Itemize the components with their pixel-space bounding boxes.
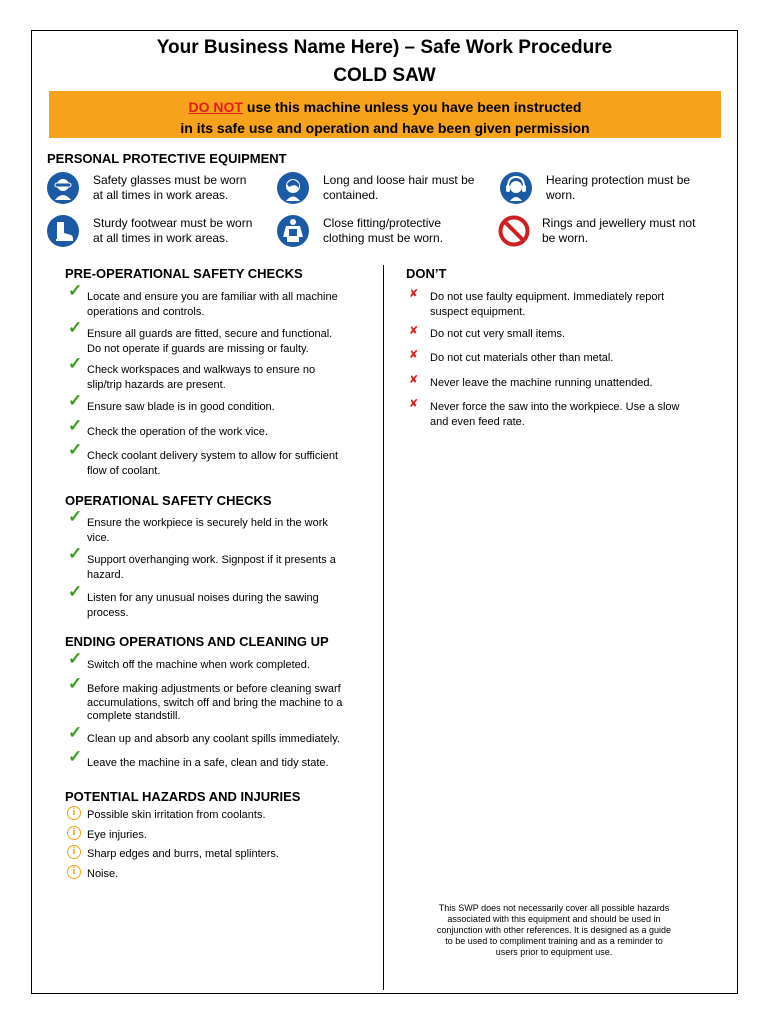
text-line: and even feed rate. (430, 416, 525, 428)
list-item-text (87, 658, 310, 673)
text-line: Ensure all guards are fitted, secure and functional. (87, 328, 333, 340)
hearing-protection-icon (500, 172, 532, 204)
ppe-text-line: Hearing protection must be (546, 173, 691, 187)
list-item (67, 658, 310, 673)
text-line: Do not cut materials other than metal. (430, 352, 614, 364)
ppe-text-line: worn. (546, 188, 576, 202)
text-line: Leave the machine in a safe, clean and tidy state. (87, 757, 329, 769)
warning-line-1 (49, 97, 721, 118)
safety-footwear-icon (47, 215, 79, 247)
check-icon (67, 290, 87, 320)
list-item-text (87, 290, 338, 320)
text-line: vice. (87, 532, 110, 544)
ppe-text-line: Safety glasses must be worn (93, 173, 247, 187)
text-line: Ensure the workpiece is securely held in the work (87, 517, 328, 529)
list-item-text (87, 363, 315, 393)
hazard-item (67, 808, 266, 823)
list-item-text (87, 683, 342, 724)
dont-item (408, 400, 679, 430)
list-item (67, 732, 340, 747)
ppe-text-line: Sturdy footwear must be worn (93, 216, 253, 230)
cross-icon (408, 400, 430, 430)
warning-line-1-rest: use this machine unless you have been instructed (243, 99, 582, 115)
text-line: Never leave the machine running unattended. (430, 377, 653, 389)
ppe-item-safety-glasses (47, 172, 246, 204)
text-line: Support overhanging work. Signpost if it presents a (87, 554, 336, 566)
safety-glasses-icon (47, 172, 79, 204)
no-jewellery-icon (498, 215, 530, 247)
ppe-text-line: clothing must be worn. (323, 231, 444, 245)
hazard-item (67, 847, 279, 862)
text-line: Never force the saw into the workpiece. Use a slow (430, 401, 680, 413)
hazard-text: Sharp edges and burrs, metal splinters. (87, 848, 279, 860)
dont-item-text (430, 400, 679, 430)
cross-icon (408, 376, 430, 391)
disclaimer-line: associated with this equipment and should be used in (447, 914, 661, 924)
list-item (67, 553, 336, 583)
pre-op-heading: PRE-OPERATIONAL SAFETY CHECKS (65, 266, 303, 281)
ppe-text (323, 216, 443, 246)
ppe-item-clothing (277, 215, 443, 247)
list-item-text (87, 425, 268, 440)
ppe-text (93, 216, 252, 246)
warning-banner (49, 91, 721, 138)
list-item (67, 400, 275, 415)
ppe-text-line: Rings and jewellery must not (542, 216, 696, 230)
hazard-text: Possible skin irritation from coolants. (87, 809, 266, 821)
check-icon (67, 425, 87, 440)
ppe-text (542, 216, 695, 246)
dont-heading: DON’T (406, 266, 447, 281)
text-line: accumulations, switch off and bring the machine to a (87, 696, 343, 709)
ppe-item-footwear (47, 215, 252, 247)
text-line: operations and controls. (87, 306, 205, 318)
ppe-text-line: Long and loose hair must be (323, 173, 475, 187)
text-line: Check the operation of the work vice. (87, 426, 268, 438)
info-icon: i (67, 828, 87, 843)
warning-emphasis: DO NOT (188, 99, 243, 115)
hazard-text: Eye injuries. (87, 829, 147, 841)
ppe-text-line: Close fitting/protective (323, 216, 442, 230)
list-item-text (87, 449, 338, 479)
text-line: Do not cut very small items. (430, 328, 566, 340)
dont-item-text (430, 376, 653, 391)
text-line: Do not use faulty equipment. Immediately report (430, 291, 665, 303)
hazards-heading: POTENTIAL HAZARDS AND INJURIES (65, 789, 301, 804)
hazard-item (67, 867, 118, 882)
check-icon (67, 756, 87, 771)
list-item-text (87, 553, 336, 583)
list-item-text (87, 732, 340, 747)
hazard-text: Noise. (87, 868, 119, 880)
ppe-heading: PERSONAL PROTECTIVE EQUIPMENT (47, 151, 287, 166)
text-line: Check coolant delivery system to allow for sufficient (87, 450, 339, 462)
text-line: complete standstill. (87, 710, 181, 722)
ppe-text-line: be worn. (542, 231, 589, 245)
check-icon (67, 449, 87, 479)
list-item-text (87, 400, 275, 415)
ppe-text-line: at all times in work areas. (93, 231, 229, 245)
list-item-text (87, 327, 332, 357)
list-item (67, 425, 268, 440)
text-line: Check workspaces and walkways to ensure no (87, 364, 316, 376)
operational-heading: OPERATIONAL SAFETY CHECKS (65, 493, 272, 508)
hair-containment-icon (277, 172, 309, 204)
text-line: process. (87, 607, 129, 619)
check-icon (67, 553, 87, 583)
cross-icon (408, 351, 430, 366)
text-line: flow of coolant. (87, 465, 161, 477)
machine-name: COLD SAW (333, 65, 436, 86)
text-line: hazard. (87, 569, 124, 581)
ppe-text-line: contained. (323, 188, 379, 202)
info-icon: i (67, 867, 87, 882)
check-icon (67, 683, 87, 724)
disclaimer-line: to be used to compliment training and as a reminder to (445, 936, 663, 946)
dont-item (408, 327, 565, 342)
ending-heading: ENDING OPERATIONS AND CLEANING UP (65, 634, 329, 649)
page-title: Your Business Name Here) – Safe Work Procedure (156, 37, 613, 58)
hazard-item (67, 828, 147, 843)
check-icon (67, 363, 87, 393)
check-icon (67, 400, 87, 415)
ppe-text (546, 173, 690, 203)
dont-item (408, 376, 653, 391)
protective-clothing-icon (277, 215, 309, 247)
list-item (67, 683, 342, 724)
text-line: Do not operate if guards are missing or faulty. (87, 343, 309, 355)
list-item (67, 516, 328, 546)
info-icon: i (67, 847, 87, 862)
cross-icon (408, 290, 430, 320)
disclaimer-line: users prior to equipment use. (495, 947, 613, 957)
warning-line-2: in its safe use and operation and have been given permission (180, 120, 590, 136)
list-item (67, 290, 338, 320)
ppe-item-hearing (500, 172, 690, 204)
dont-item (408, 290, 664, 320)
column-divider (383, 265, 384, 990)
ppe-text-line: at all times in work areas. (93, 188, 229, 202)
text-line: Before making adjustments or before cleaning swarf (87, 683, 341, 695)
ppe-text (323, 173, 474, 203)
ppe-item-hair (277, 172, 474, 204)
info-icon: i (67, 808, 87, 823)
list-item (67, 756, 329, 771)
dont-item-text (430, 290, 664, 320)
disclaimer-line: This SWP does not necessarily cover all possible hazards (438, 903, 670, 913)
ppe-item-jewellery (498, 215, 695, 247)
cross-icon (408, 327, 430, 342)
list-item (67, 363, 315, 393)
list-item (67, 327, 332, 357)
text-line: suspect equipment. (430, 306, 526, 318)
dont-item-text (430, 327, 565, 342)
text-line: Locate and ensure you are familiar with all machine (87, 291, 338, 303)
text-line: Switch off the machine when work completed. (87, 659, 310, 671)
text-line: Ensure saw blade is in good condition. (87, 401, 275, 413)
list-item-text (87, 756, 329, 771)
disclaimer (400, 903, 708, 958)
disclaimer-line: conjunction with other references. It is designed as a guide (436, 925, 672, 935)
list-item-text (87, 516, 328, 546)
text-line: Clean up and absorb any coolant spills immediately. (87, 733, 340, 745)
check-icon (67, 591, 87, 621)
check-icon (67, 327, 87, 357)
list-item-text (87, 591, 319, 621)
dont-item-text (430, 351, 613, 366)
list-item (67, 591, 319, 621)
list-item (67, 449, 338, 479)
ppe-text (93, 173, 246, 203)
check-icon (67, 732, 87, 747)
check-icon (67, 516, 87, 546)
check-icon (67, 658, 87, 673)
dont-item (408, 351, 613, 366)
text-line: Listen for any unusual noises during the sawing (87, 592, 319, 604)
text-line: slip/trip hazards are present. (87, 379, 226, 391)
